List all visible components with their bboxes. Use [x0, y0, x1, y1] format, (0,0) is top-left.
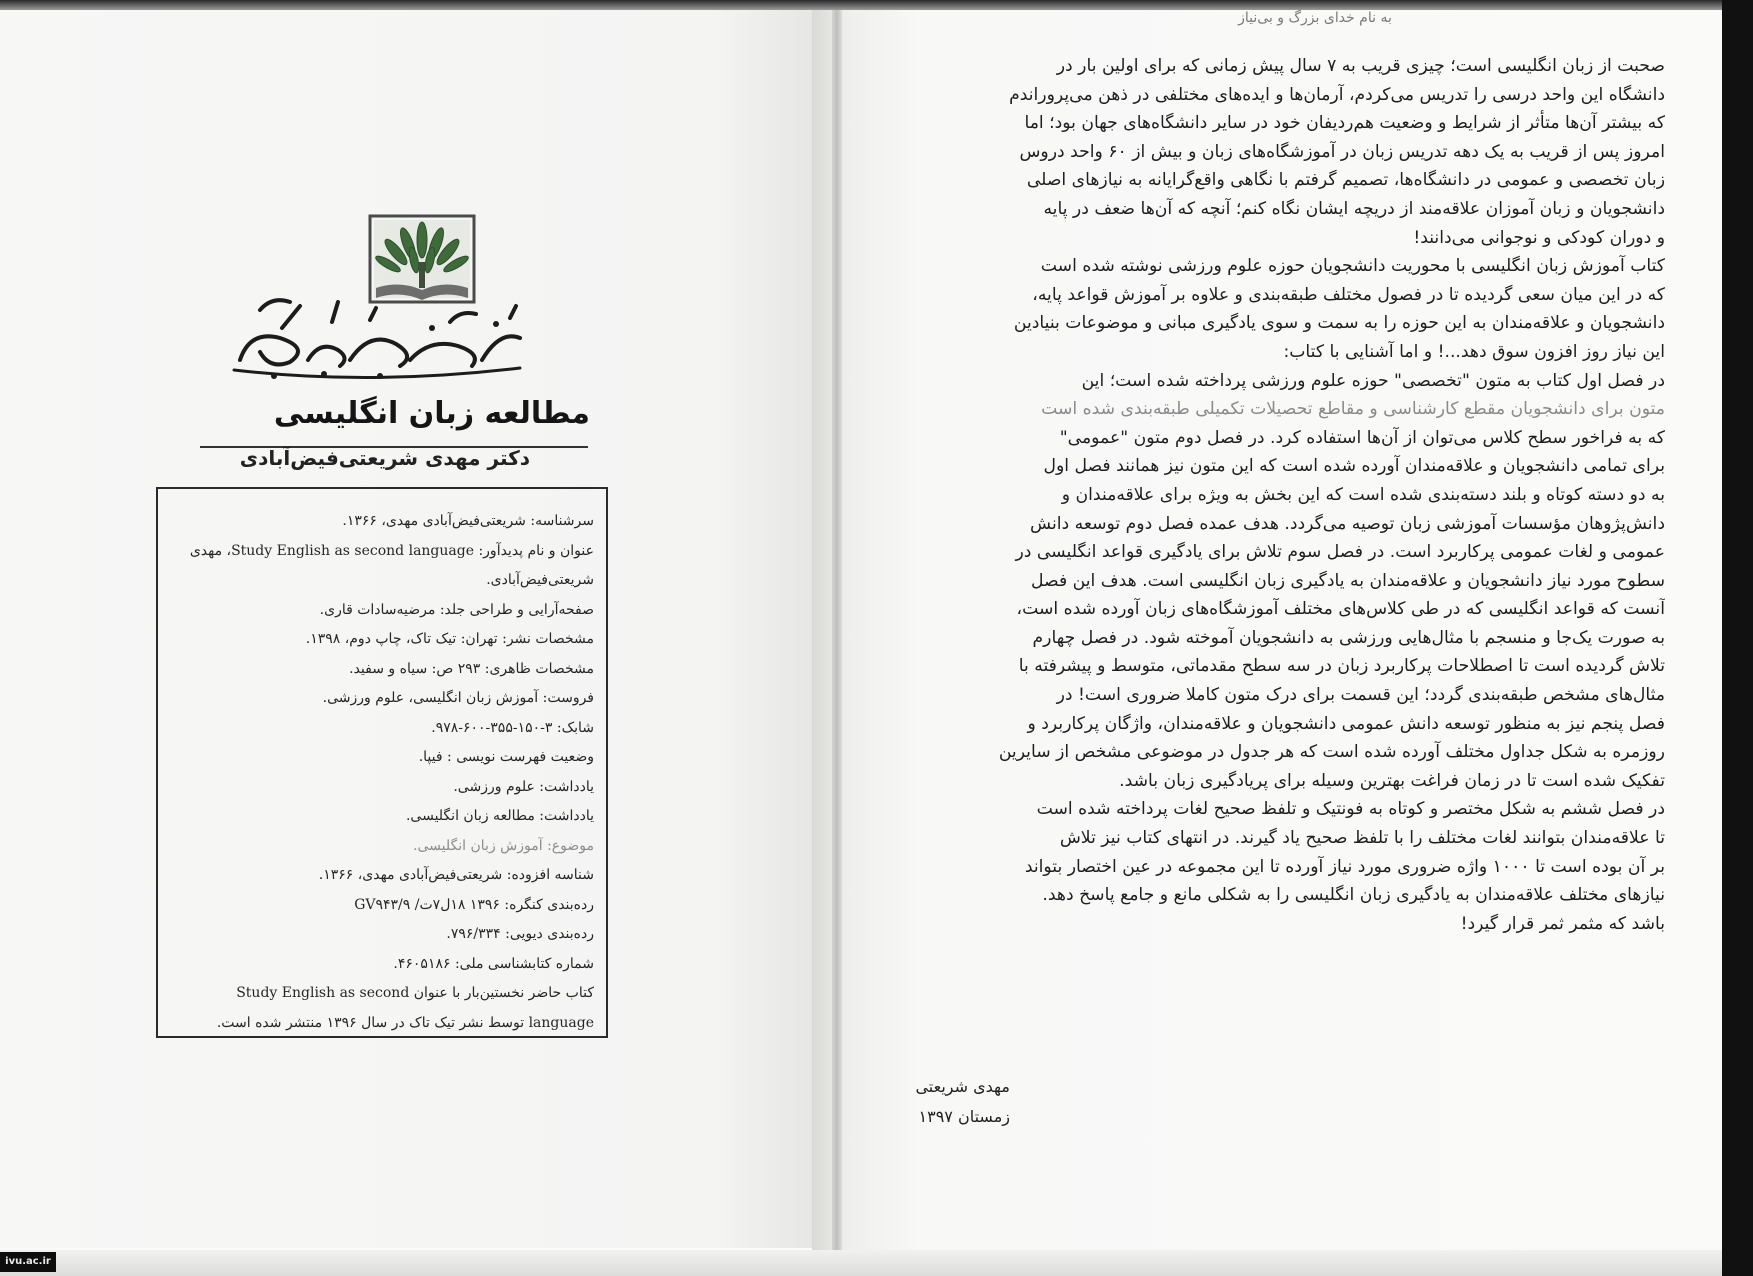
author-name: دکتر مهدی شریعتی‌فیض‌آبادی — [239, 446, 530, 470]
signature-date: زمستان ۱۳۹۷ — [918, 1107, 1010, 1126]
library-logo-graphic — [220, 210, 535, 380]
scanner-bottom-edge — [0, 1250, 1722, 1276]
preface-line: و دوران کودکی و نوجوانی می‌دانند! — [1413, 227, 1665, 248]
catalog-line: شریعتی‌فیض‌آبادی. — [486, 572, 594, 588]
catalog-line: شماره کتابشناسی ملی: ۴۶۰۵۱۸۶. — [393, 955, 594, 972]
preface-line: فصل پنجم نیز به منظور توسعه دانش عمومی دانشجویان و علاقه‌مندان، واژگان پرکاربرد و — [1027, 713, 1665, 734]
preface-line: بر آن بوده است تا ۱۰۰۰ واژه ضروری مورد نیاز آورده تا این مجموعه در عین اختصار بتواند — [1024, 856, 1665, 877]
preface-line: عمومی و لغات عمومی پرکاربرد است. در فصل سوم تلاش برای یادگیری قواعد انگلیسی در — [1015, 542, 1665, 563]
catalog-line: وضعیت فهرست نویسی : فیپا. — [418, 749, 594, 765]
preface-line: به دو دسته کوتاه و بلند دسته‌بندی شده است که این بخش به ویژه برای علاقه‌مندان و — [1061, 484, 1665, 505]
preface-line: که بیشتر آن‌ها متأثر از شرایط و وضعیت هم‌ردیفان خود در سایر دانشگاه‌های جهان بود؛ اما — [1024, 113, 1665, 134]
preface-line: صحبت از زبان انگلیسی است؛ چیزی قریب به ۷ سال پیش زمانی که برای اولین بار در — [1056, 56, 1665, 76]
preface-line: تلاش گردیده است تا اصطلاحات پرکاربرد زبان در سه سطح مقدماتی، متوسط و پیشرفته با — [1018, 656, 1665, 677]
catalog-line: موضوع: آموزش زبان انگلیسی. — [413, 837, 594, 854]
catalog-line: رده‌بندی کنگره: ۱۳۹۶ ۱۸ل۷ت/ GV۹۴۳/۹ — [354, 896, 594, 913]
preface-line: مثال‌های مشخص طبقه‌بندی گردد؛ این قسمت برای درک متون کاملا ضروری است! در — [1056, 685, 1665, 706]
preface-line: این نیاز روز افزون سوق دهد...! و اما آشنایی با کتاب: — [1283, 341, 1665, 362]
scanner-right-edge — [1722, 0, 1753, 1276]
preface-line: سطوح مورد نیاز دانشجویان و علاقه‌مندان به یادگیری زبان انگلیسی است. هدف این فصل — [1031, 570, 1665, 591]
preface-line: به صورت یک‌جا و منسجم با مثال‌هایی ورزشی به دانشجویان آموخته شود. در فصل چهارم — [1032, 627, 1665, 648]
scanner-top-edge — [0, 0, 1753, 10]
catalog-line: مشخصات نشر: تهران: تیک تاک، چاپ دوم، ۱۳۹۸. — [305, 631, 594, 647]
catalog-line: عنوان و نام پدیدآور: Study English as second language، مهدی — [189, 542, 594, 559]
preface-line: روزمره به شکل جداول مختلف آورده شده است که هر جدول در موضوعی مشخص از سایرین — [998, 742, 1665, 763]
cataloging-box — [156, 487, 608, 1038]
cataloging-lines — [164, 507, 594, 1038]
catalog-line: شناسه افزوده: شریعتی‌فیض‌آبادی مهدی، ۱۳۶۶. — [318, 867, 594, 883]
preface-line: امروز پس از قریب به یک دهه تدریس زبان در آموزشگاه‌های زبان و بیش از ۶۰ واحد دروس — [1019, 141, 1665, 162]
catalog-line: language توسط نشر تیک تاک در سال ۱۳۹۶ منتشر شده است. — [216, 1014, 594, 1031]
catalog-line: فروست: آموزش زبان انگلیسی، علوم ورزشی. — [322, 690, 594, 706]
library-logo-icon — [220, 210, 535, 380]
site-badge: ivu.ac.ir — [0, 1252, 56, 1272]
book-gutter — [832, 10, 842, 1258]
catalog-line: سرشناسه: شریعتی‌فیض‌آبادی مهدی، ۱۳۶۶. — [342, 513, 594, 529]
preface-line: در فصل ششم به شکل مختصر و کوتاه به فونتیک و تلفظ صحیح لغات پرداخته شده است — [1036, 799, 1665, 820]
preface-line: دانشجویان و علاقه‌مندان به این حوزه را به سمت و سوی یادگیری مبانی و موضوعات بنیادین — [1013, 313, 1665, 334]
preface-line: تفکیک شده است تا در زمان فراغت بهترین وسیله برای پریادگیری زبان باشد. — [1119, 770, 1665, 791]
catalog-line: یادداشت: علوم ورزشی. — [453, 778, 594, 795]
catalog-line: مشخصات ظاهری: ۲۹۳ ص: سیاه و سفید. — [349, 660, 594, 677]
preface-line: دانش‌پژوهان مؤسسات آموزشی زبان توصیه می‌گردد. هدف عمده فصل دوم توسعه دانش — [1030, 513, 1665, 534]
preface-line: متون برای دانشجویان مقطع کارشناسی و مقاطع تحصیلات تکمیلی طبقه‌بندی شده است — [1041, 399, 1665, 420]
catalog-line: یادداشت: مطالعه زبان انگلیسی. — [405, 808, 594, 824]
catalog-line: کتاب حاضر نخستین‌بار با عنوان Study English as second — [236, 985, 594, 1001]
book-title: مطالعه زبان انگلیسی — [273, 396, 590, 431]
preface-line: کتاب آموزش زبان انگلیسی با محوریت دانشجویان حوزه علوم ورزشی نوشته شده است — [1040, 256, 1665, 277]
catalog-line: شابک: ۳-۱۵۰-۳۵۵-۶۰۰-۹۷۸. — [431, 719, 594, 736]
preface-line: باشد که مثمر ثمر قرار گیرد! — [1460, 913, 1665, 934]
preface-line: که به فراخور سطح کلاس می‌توان از آن‌ها استفاده کرد. در فصل دوم متون "عمومی" — [1059, 427, 1665, 448]
preface-line: نیازهای مختلف علاقه‌مندان به یادگیری زبان انگلیسی را به شکلی مانع و جامع پاسخ دهد. — [1042, 885, 1665, 906]
preface-line: زبان تخصصی و عمومی در دانشگاه‌ها، تصمیم گرفتم با نگاهی واقع‌گرایانه به نیازهای اصلی — [1026, 170, 1665, 191]
preface-header: به نام خدای بزرگ و بی‌نیاز — [1238, 10, 1392, 26]
preface-line: دانشجویان و زبان آموزان علاقه‌مند از دریچه ایشان نگاه کنم؛ آنچه که آن‌ها ضعف در پایه — [1043, 198, 1665, 219]
preface-line: دانشگاه این واحد درسی را تدریس می‌کردم، آرمان‌ها و ایده‌های مختلفی در ذهن می‌پروراندم — [1009, 84, 1665, 105]
catalog-line: رده‌بندی دیویی: ۷۹۶/۳۳۴. — [446, 926, 594, 942]
preface-line: تا علاقه‌مندان بتوانند لغات مختلف را با تلفظ صحیح یاد گیرند. در انتهای کتاب نیز تلاش — [1059, 828, 1665, 849]
preface-line: که در این میان سعی گردیده تا در فصول مختلف طبقه‌بندی و علاوه بر آموزش قواعد پایه، — [1032, 284, 1665, 305]
preface-text — [905, 52, 1665, 938]
preface-line: برای تمامی دانشجویان و علاقه‌مندان آورده شده است که این متون نیز همانند فصل اول — [1043, 456, 1665, 477]
signature-name: مهدی شریعتی — [915, 1077, 1010, 1096]
preface-signature — [900, 1072, 1010, 1132]
preface-line: آنست که قواعد انگلیسی که در طی کلاس‌های مختلف آموزشگاه‌های زبان آورده شده است، — [1016, 599, 1665, 620]
catalog-line: صفحه‌آرایی و طراحی جلد: مرضیه‌سادات قاری. — [319, 601, 594, 618]
preface-line: در فصل اول کتاب به متون "تخصصی" حوزه علوم ورزشی پرداخته شده است؛ این — [1081, 370, 1665, 391]
